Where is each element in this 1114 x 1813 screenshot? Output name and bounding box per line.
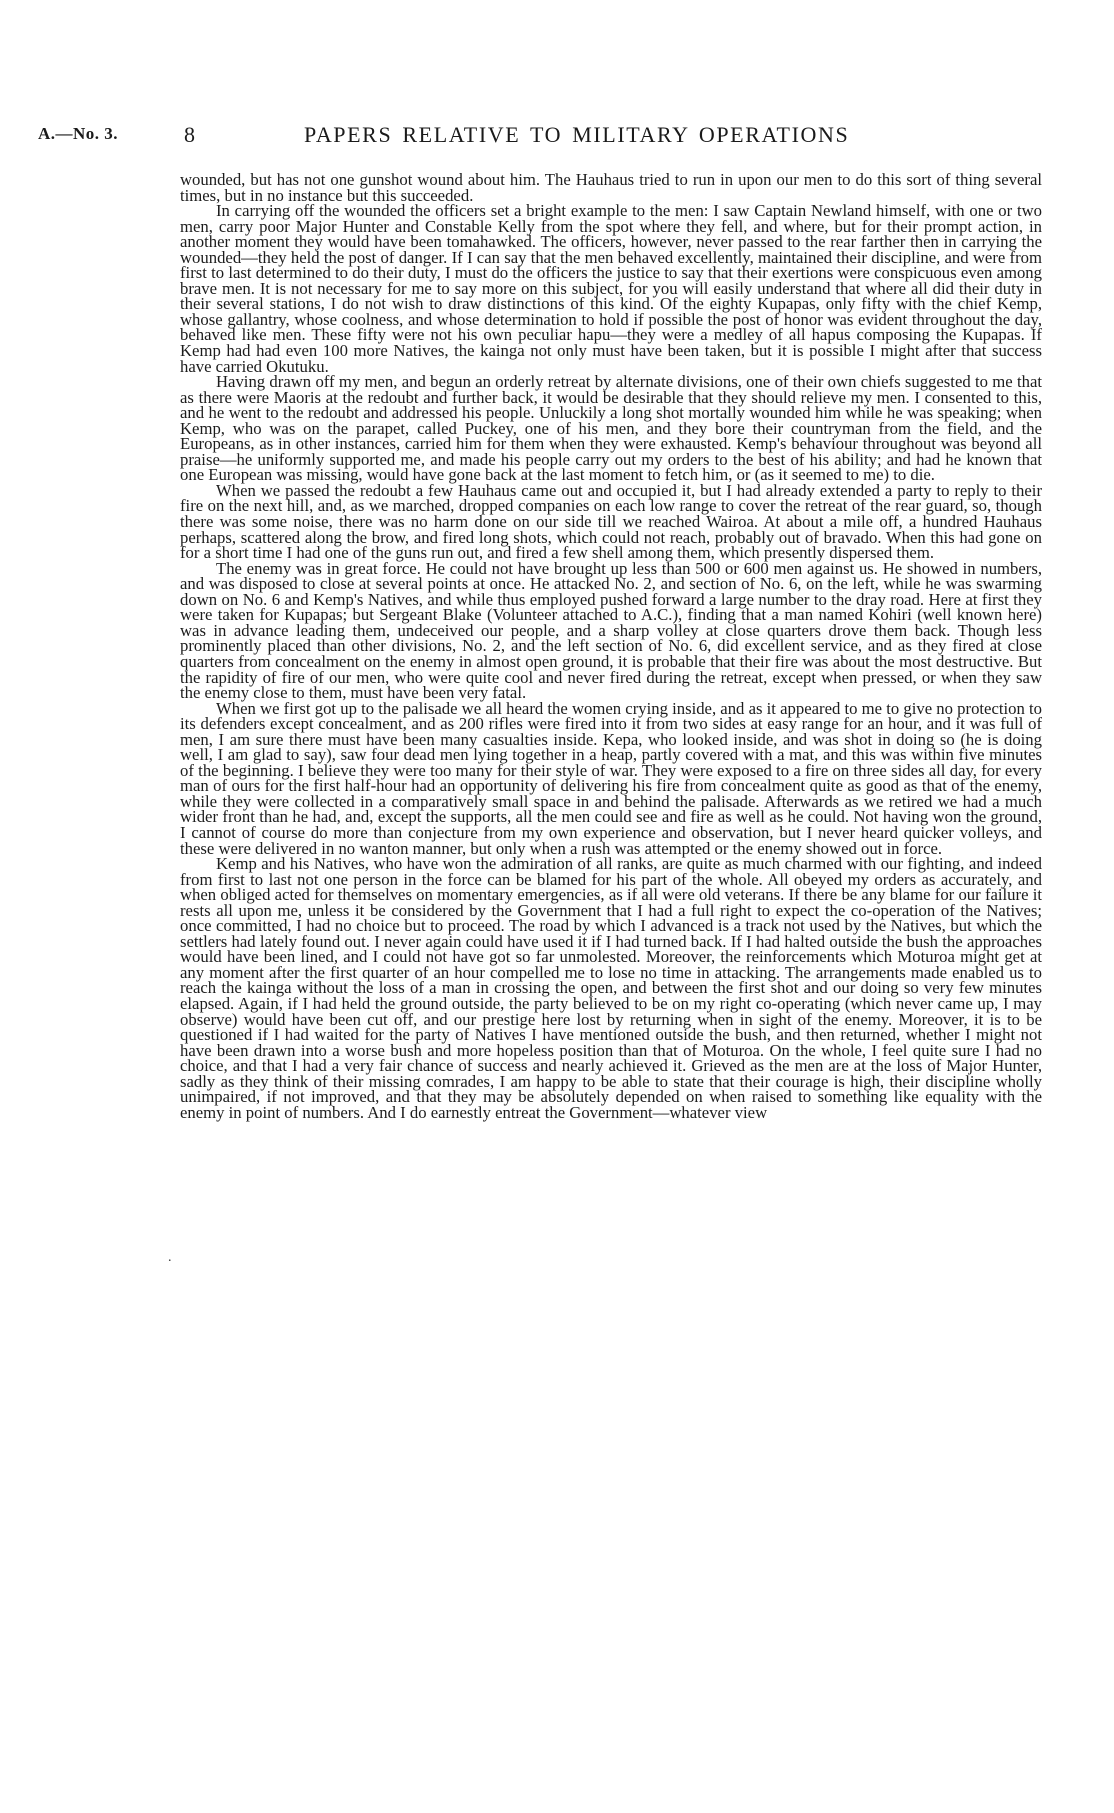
paragraph: When we first got up to the palisade we all heard the women crying inside, and as it appeared to me to give no protection to its defenders except concealment, and as 200 rifles were fired into it from two sides at easy range for an hour, and it was full of men, I am sure there must have been many casualties inside. Kepa, who looked inside, and was shot in doing so (he is doing well, I am glad to say), saw four dead men lying together in a heap, partly covered with a mat, and this was within five minutes of the beginning. I believe they were too many for their style of war. They were exposed to a fire on three sides all day, for every man of ours for the first half-hour had an opportunity of delivering his fire from concealment quite as good as that of the enemy, while they were collected in a comparatively small space in and behind the palisade. Afterwards as we retired we had a much wider front than he had, and, except the supports, all the men could see and fire as well as he could. Not having won the ground, I cannot of course do more than conjecture from my own experience and observation, but I never heard quicker volleys, and these were delivered in no wanton manner, but only when a rush was attempted or the enemy showed out in force.: [180, 698, 1042, 858]
paragraph: Kemp and his Natives, who have won the admiration of all ranks, are quite as much charmed with our fighting, and indeed from first to last not one person in the force can be blamed for his part of the whole. All obeyed my orders as accurately, and when obliged acted for themselves on momentary emergencies, as if all were old veterans. If there be any blame for our failure it rests all upon me, unless it be considered by the Government that I had a full right to expect the co-operation of the Natives; once committed, I had no choice but to proceed. The road by which I advanced is a track not used by the Natives, but which the settlers had lately found out. I never again could have used it if I had turned back. If I had halted outside the bush the approaches would have been lined, and I could not have got so far unmolested. Moreover, the reinforcements which Moturoa might get at any moment after the first quarter of an hour compelled me to lose no time in attacking. The arrangements made enabled us to reach the kainga without the loss of a man in crossing the open, and between the first shot and our doing so very few minutes elapsed. Again, if I had held the ground outside, the party believed to be on my right co-operating (which never came up, I may observe) would have been cut off, and our prestige here lost by returning when in sight of the enemy. Moreover, it is to be questioned if I had waited for the party of Natives I have mentioned outside the bush, and then returned, whether I might not have been drawn into a worse bush and more hopeless position than that of Moturoa. On the whole, I feel quite sure I had no choice, and that I had a very fair chance of success and nearly achieved it. Grieved as the men are at the loss of Major Hunter, sadly as they think of their missing comrades, I am happy to be able to state that their courage is high, their discipline wholly unimpaired, if not improved, and that they may be absolutely depended on when raised to something like equality with the enemy in point of numbers. And I do earnestly entreat the Government—whatever view: [180, 854, 1042, 1122]
paragraph: In carrying off the wounded the officers set a bright example to the men: I saw Captain Newland himself, with one or two men, carry poor Major Hunter and Constable Kelly from the spot where they fell, and where, but for their prompt action, in another moment they would have been tomahawked. The officers, however, never passed to the rear farther then in carrying the wounded—they held the post of danger. If I can say that the men behaved excellently, maintained their discipline, and were from first to last determined to do their duty, I must do the officers the justice to say that their exertions were conspicuous even among brave men. It is not necessary for me to say more on this subject, for you will easily understand that where all did their duty in their several stations, I do not wish to draw distinctions of this kind. Of the eighty Kupapas, only fifty with the chief Kemp, whose gallantry, whose coolness, and whose determination to hold if possible the post of honor was evident throughout the day, behaved like men. These fifty were not his own peculiar hapu—they were a medley of all hapus composing the Kupapas. If Kemp had had even 100 more Natives, the kainga not only must have been taken, but it is possible I might after that success have carried Okutuku.: [180, 201, 1042, 376]
page-header: [38, 122, 1038, 152]
body-text: [180, 172, 1042, 1792]
running-title: PAPERS RELATIVE TO MILITARY OPERATIONS: [304, 122, 850, 147]
paragraph: The enemy was in great force. He could not have brought up less than 500 or 600 men against us. He showed in numbers, and was disposed to close at several points at once. He attacked No. 2, and section of No. 6, on the left, while he was swarming down on No. 6 and Kemp's Natives, and while thus employed pushed forward a large number to the dray road. Here at first they were taken for Kupapas; but Sergeant Blake (Volunteer attached to A.C.), finding that a man named Kohiri (well known here) was in advance leading them, undeceived our people, and a sharp volley at close quarters drove them back. Though less prominently placed than other divisions, No. 2, and the left section of No. 6, did excellent service, and as they fired at close quarters from concealment on the enemy in almost open ground, it is probable that their fire was about the most destructive. But the rapidity of fire of our men, who were quite cool and never fired during the retreat, except when pressed, or when they saw the enemy close to them, must have been very fatal.: [180, 558, 1042, 703]
paragraph: When we passed the redoubt a few Hauhaus came out and occupied it, but I had already extended a party to reply to their fire on the next hill, and, as we marched, dropped companies on each low range to cover the retreat of the rear guard, so, though there was some noise, there was no harm done on our side till we reached Wairoa. At about a mile off, a hundred Hauhaus perhaps, scattered along the brow, and fired long shots, which could not reach, probably out of bravado. When this had gone on for a short time I had one of the guns run out, and fired a few shell among them, which presently dispersed them.: [180, 480, 1042, 563]
paragraph: Having drawn off my men, and begun an orderly retreat by alternate divisions, one of their own chiefs suggested to me that as there were Maoris at the redoubt and further back, it would be desirable that they should relieve my men. I consented to this, and he went to the redoubt and addressed his people. Unluckily a long shot mortally wounded him while he was speaking; when Kemp, who was on the parapet, called Puckey, one of his men, and they bore their countryman from the field, and the Europeans, as in other instances, carried him for them when they were exhausted. Kemp's behaviour throughout was beyond all praise—he uniformly supported me, and made his people carry out my orders to the best of his ability; and had he known that one European was missing, would have gone back at the last moment to fetch him, or (as it seemed to me) to die.: [180, 372, 1042, 485]
paragraph: wounded, but has not one gunshot wound about him. The Hauhaus tried to run in upon our men to do this sort of thing several times, but in no instance but this succeeded.: [180, 172, 1042, 205]
page-number: 8: [184, 122, 195, 147]
paper-series-number: A.—No. 3.: [38, 124, 119, 143]
margin-mark: .: [168, 1250, 172, 1265]
